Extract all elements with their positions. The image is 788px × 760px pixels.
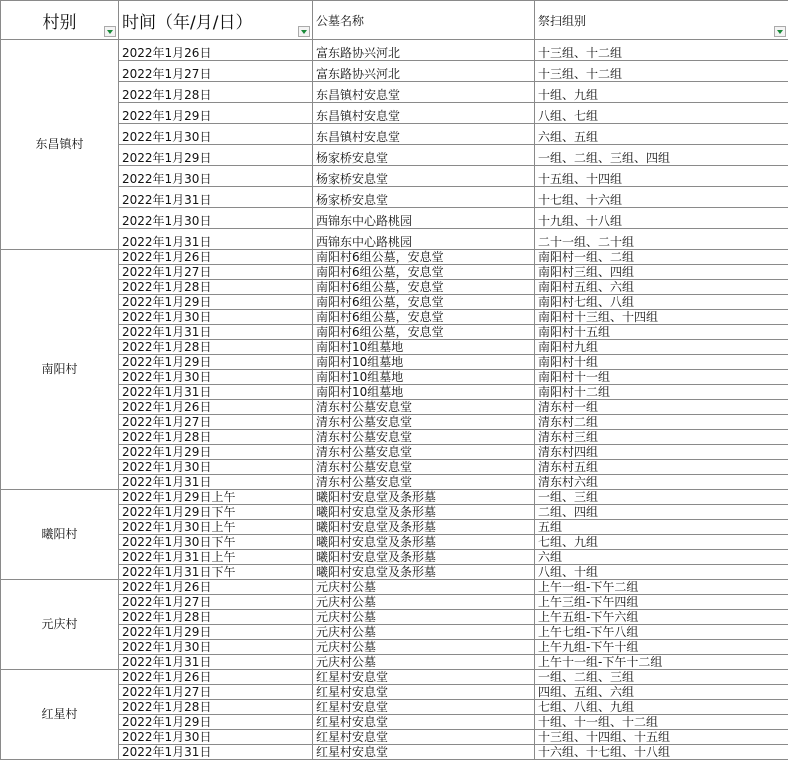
cemetery-cell[interactable]: 曦阳村安息堂及条形墓 xyxy=(313,520,535,535)
date-cell[interactable]: 2022年1月31日 xyxy=(119,325,313,340)
cemetery-cell[interactable]: 杨家桥安息堂 xyxy=(313,187,535,208)
table-body xyxy=(1,40,788,760)
cemetery-cell[interactable]: 元庆村公墓 xyxy=(313,625,535,640)
group-cell[interactable]: 十九组、十八组 xyxy=(535,208,788,229)
date-cell[interactable]: 2022年1月26日 xyxy=(119,40,313,61)
table-row xyxy=(1,145,788,166)
table-row xyxy=(1,400,788,415)
table-row xyxy=(1,625,788,640)
table-row xyxy=(1,355,788,370)
cemetery-cell[interactable]: 西锦东中心路桃园 xyxy=(313,208,535,229)
group-cell[interactable]: 上午九组-下午十组 xyxy=(535,640,788,655)
cemetery-cell[interactable]: 南阳村10组墓地 xyxy=(313,355,535,370)
table-row xyxy=(1,295,788,310)
group-cell[interactable]: 南阳村十二组 xyxy=(535,385,788,400)
cemetery-cell[interactable]: 南阳村6组公墓，安息堂 xyxy=(313,280,535,295)
table-row xyxy=(1,445,788,460)
cemetery-cell[interactable]: 南阳村6组公墓，安息堂 xyxy=(313,265,535,280)
group-cell[interactable]: 八组、七组 xyxy=(535,103,788,124)
date-cell[interactable]: 2022年1月30日下午 xyxy=(119,535,313,550)
header-village-label: 村别 xyxy=(42,12,77,33)
header-row xyxy=(1,1,788,40)
date-cell[interactable]: 2022年1月31日下午 xyxy=(119,565,313,580)
group-cell[interactable]: 七组、八组、九组 xyxy=(535,700,788,715)
cemetery-cell[interactable]: 南阳村10组墓地 xyxy=(313,385,535,400)
date-cell[interactable]: 2022年1月29日 xyxy=(119,715,313,730)
cemetery-cell[interactable]: 红星村安息堂 xyxy=(313,715,535,730)
table-row xyxy=(1,61,788,82)
header-cemetery-label: 公墓名称 xyxy=(316,13,365,28)
table-row xyxy=(1,730,788,745)
table-row xyxy=(1,670,788,685)
cemetery-cell[interactable]: 东昌镇村安息堂 xyxy=(313,124,535,145)
table-row xyxy=(1,475,788,490)
group-cell[interactable]: 清东村五组 xyxy=(535,460,788,475)
date-cell[interactable]: 2022年1月30日 xyxy=(119,124,313,145)
table-row xyxy=(1,265,788,280)
date-cell[interactable]: 2022年1月28日 xyxy=(119,430,313,445)
group-cell[interactable]: 四组、五组、六组 xyxy=(535,685,788,700)
cemetery-cell[interactable]: 富东路协兴河北 xyxy=(313,40,535,61)
cemetery-cell[interactable]: 元庆村公墓 xyxy=(313,640,535,655)
group-cell[interactable]: 七组、九组 xyxy=(535,535,788,550)
date-cell[interactable]: 2022年1月30日 xyxy=(119,310,313,325)
cemetery-cell[interactable]: 西锦东中心路桃园 xyxy=(313,229,535,250)
group-cell[interactable]: 十三组、十二组 xyxy=(535,40,788,61)
group-cell[interactable]: 十组、十一组、十二组 xyxy=(535,715,788,730)
header-group xyxy=(535,1,788,40)
table-row xyxy=(1,415,788,430)
group-cell[interactable]: 五组 xyxy=(535,520,788,535)
village-cell[interactable]: 南阳村 xyxy=(1,250,119,490)
cemetery-cell[interactable]: 南阳村10组墓地 xyxy=(313,340,535,355)
group-cell[interactable]: 八组、十组 xyxy=(535,565,788,580)
date-cell[interactable]: 2022年1月27日 xyxy=(119,415,313,430)
table-row xyxy=(1,580,788,595)
group-cell[interactable]: 十三组、十四组、十五组 xyxy=(535,730,788,745)
header-date-label: 时间（年/月/日） xyxy=(122,12,253,33)
date-cell[interactable]: 2022年1月29日上午 xyxy=(119,490,313,505)
date-cell[interactable]: 2022年1月30日 xyxy=(119,166,313,187)
header-group-label: 祭扫组别 xyxy=(538,13,587,28)
date-cell[interactable]: 2022年1月30日 xyxy=(119,208,313,229)
group-cell[interactable]: 南阳村十五组 xyxy=(535,325,788,340)
table-row xyxy=(1,166,788,187)
date-cell[interactable]: 2022年1月26日 xyxy=(119,670,313,685)
group-cell[interactable]: 上午十一组-下午十二组 xyxy=(535,655,788,670)
header-cemetery xyxy=(313,1,535,40)
group-cell[interactable]: 清东村二组 xyxy=(535,415,788,430)
cemetery-cell[interactable]: 红星村安息堂 xyxy=(313,745,535,760)
group-cell[interactable]: 一组、二组、三组 xyxy=(535,670,788,685)
table-row xyxy=(1,700,788,715)
group-cell[interactable]: 十三组、十二组 xyxy=(535,61,788,82)
cemetery-cell[interactable]: 南阳村6组公墓，安息堂 xyxy=(313,250,535,265)
table-row xyxy=(1,385,788,400)
group-cell[interactable]: 上午三组-下午四组 xyxy=(535,595,788,610)
table-row xyxy=(1,535,788,550)
date-cell[interactable]: 2022年1月29日 xyxy=(119,103,313,124)
table-row xyxy=(1,124,788,145)
group-cell[interactable]: 十六组、十七组、十八组 xyxy=(535,745,788,760)
cemetery-cell[interactable]: 清东村公墓安息堂 xyxy=(313,415,535,430)
table-row xyxy=(1,40,788,61)
table-row xyxy=(1,550,788,565)
group-cell[interactable]: 十组、九组 xyxy=(535,82,788,103)
cemetery-cell[interactable]: 南阳村6组公墓，安息堂 xyxy=(313,325,535,340)
group-cell[interactable]: 南阳村十组 xyxy=(535,355,788,370)
cemetery-cell[interactable]: 清东村公墓安息堂 xyxy=(313,445,535,460)
group-cell[interactable]: 二组、四组 xyxy=(535,505,788,520)
table-row xyxy=(1,310,788,325)
cemetery-cell[interactable]: 清东村公墓安息堂 xyxy=(313,430,535,445)
cemetery-cell[interactable]: 东昌镇村安息堂 xyxy=(313,82,535,103)
date-cell[interactable]: 2022年1月31日上午 xyxy=(119,550,313,565)
date-cell[interactable]: 2022年1月27日 xyxy=(119,265,313,280)
cemetery-cell[interactable]: 杨家桥安息堂 xyxy=(313,145,535,166)
group-cell[interactable]: 清东村三组 xyxy=(535,430,788,445)
cemetery-cell[interactable]: 曦阳村安息堂及条形墓 xyxy=(313,565,535,580)
date-cell[interactable]: 2022年1月30日 xyxy=(119,640,313,655)
group-cell[interactable]: 南阳村十三组、十四组 xyxy=(535,310,788,325)
group-cell[interactable]: 清东村六组 xyxy=(535,475,788,490)
filter-dropdown-icon[interactable] xyxy=(298,26,310,37)
group-cell[interactable]: 六组 xyxy=(535,550,788,565)
table-row xyxy=(1,460,788,475)
date-cell[interactable]: 2022年1月27日 xyxy=(119,685,313,700)
table-row xyxy=(1,250,788,265)
group-cell[interactable]: 南阳村九组 xyxy=(535,340,788,355)
date-cell[interactable]: 2022年1月29日 xyxy=(119,145,313,166)
group-cell[interactable]: 上午一组-下午二组 xyxy=(535,580,788,595)
table-row xyxy=(1,685,788,700)
village-cell[interactable]: 东昌镇村 xyxy=(1,40,119,250)
cemetery-cell[interactable]: 红星村安息堂 xyxy=(313,670,535,685)
cemetery-cell[interactable]: 元庆村公墓 xyxy=(313,610,535,625)
date-cell[interactable]: 2022年1月29日 xyxy=(119,445,313,460)
table-row xyxy=(1,430,788,445)
cemetery-cell[interactable]: 红星村安息堂 xyxy=(313,700,535,715)
table-row xyxy=(1,640,788,655)
table-row xyxy=(1,505,788,520)
cemetery-cell[interactable]: 元庆村公墓 xyxy=(313,580,535,595)
date-cell[interactable]: 2022年1月27日 xyxy=(119,61,313,82)
group-cell[interactable]: 清东村一组 xyxy=(535,400,788,415)
filter-dropdown-icon[interactable] xyxy=(104,26,116,37)
header-village xyxy=(1,1,119,40)
table-row xyxy=(1,655,788,670)
date-cell[interactable]: 2022年1月31日 xyxy=(119,385,313,400)
date-cell[interactable]: 2022年1月29日 xyxy=(119,625,313,640)
cemetery-cell[interactable]: 红星村安息堂 xyxy=(313,685,535,700)
date-cell[interactable]: 2022年1月28日 xyxy=(119,82,313,103)
date-cell[interactable]: 2022年1月28日 xyxy=(119,610,313,625)
table-row xyxy=(1,745,788,760)
cemetery-cell[interactable]: 曦阳村安息堂及条形墓 xyxy=(313,490,535,505)
cemetery-cell[interactable]: 杨家桥安息堂 xyxy=(313,166,535,187)
table-row xyxy=(1,715,788,730)
table-row xyxy=(1,565,788,580)
group-cell[interactable]: 南阳村七组、八组 xyxy=(535,295,788,310)
table-row xyxy=(1,187,788,208)
table-row xyxy=(1,325,788,340)
date-cell[interactable]: 2022年1月26日 xyxy=(119,250,313,265)
cemetery-cell[interactable]: 清东村公墓安息堂 xyxy=(313,400,535,415)
group-cell[interactable]: 十七组、十六组 xyxy=(535,187,788,208)
table-row xyxy=(1,595,788,610)
cemetery-cell[interactable]: 曦阳村安息堂及条形墓 xyxy=(313,535,535,550)
group-cell[interactable]: 上午五组-下午六组 xyxy=(535,610,788,625)
date-cell[interactable]: 2022年1月26日 xyxy=(119,400,313,415)
group-cell[interactable]: 上午七组-下午八组 xyxy=(535,625,788,640)
date-cell[interactable]: 2022年1月30日 xyxy=(119,730,313,745)
table-row xyxy=(1,610,788,625)
cemetery-cell[interactable]: 曦阳村安息堂及条形墓 xyxy=(313,505,535,520)
table-row xyxy=(1,370,788,385)
village-cell[interactable]: 红星村 xyxy=(1,670,119,760)
group-cell[interactable]: 清东村四组 xyxy=(535,445,788,460)
cemetery-cell[interactable]: 清东村公墓安息堂 xyxy=(313,460,535,475)
date-cell[interactable]: 2022年1月26日 xyxy=(119,580,313,595)
date-cell[interactable]: 2022年1月30日上午 xyxy=(119,520,313,535)
table-row xyxy=(1,520,788,535)
date-cell[interactable]: 2022年1月29日 xyxy=(119,295,313,310)
group-cell[interactable]: 南阳村十一组 xyxy=(535,370,788,385)
cemetery-cell[interactable]: 东昌镇村安息堂 xyxy=(313,103,535,124)
cemetery-cell[interactable]: 清东村公墓安息堂 xyxy=(313,475,535,490)
group-cell[interactable]: 南阳村五组、六组 xyxy=(535,280,788,295)
date-cell[interactable]: 2022年1月28日 xyxy=(119,340,313,355)
date-cell[interactable]: 2022年1月28日 xyxy=(119,280,313,295)
table-row xyxy=(1,82,788,103)
group-cell[interactable]: 南阳村一组、二组 xyxy=(535,250,788,265)
filter-dropdown-icon[interactable] xyxy=(774,26,786,37)
village-cell[interactable]: 曦阳村 xyxy=(1,490,119,580)
group-cell[interactable]: 一组、三组 xyxy=(535,490,788,505)
cemetery-cell[interactable]: 元庆村公墓 xyxy=(313,655,535,670)
date-cell[interactable]: 2022年1月29日 xyxy=(119,355,313,370)
date-cell[interactable]: 2022年1月28日 xyxy=(119,700,313,715)
date-cell[interactable]: 2022年1月29日下午 xyxy=(119,505,313,520)
cemetery-cell[interactable]: 元庆村公墓 xyxy=(313,595,535,610)
date-cell[interactable]: 2022年1月27日 xyxy=(119,595,313,610)
table-row xyxy=(1,208,788,229)
cemetery-cell[interactable]: 南阳村6组公墓，安息堂 xyxy=(313,310,535,325)
cemetery-cell[interactable]: 富东路协兴河北 xyxy=(313,61,535,82)
table-row xyxy=(1,229,788,250)
date-cell[interactable]: 2022年1月31日 xyxy=(119,229,313,250)
group-cell[interactable]: 六组、五组 xyxy=(535,124,788,145)
cemetery-cell[interactable]: 南阳村6组公墓，安息堂 xyxy=(313,295,535,310)
group-cell[interactable]: 十五组、十四组 xyxy=(535,166,788,187)
table-row xyxy=(1,280,788,295)
table-row xyxy=(1,340,788,355)
group-cell[interactable]: 南阳村三组、四组 xyxy=(535,265,788,280)
group-cell[interactable]: 二十一组、二十组 xyxy=(535,229,788,250)
date-cell[interactable]: 2022年1月30日 xyxy=(119,370,313,385)
date-cell[interactable]: 2022年1月31日 xyxy=(119,655,313,670)
village-cell[interactable]: 元庆村 xyxy=(1,580,119,670)
header-date xyxy=(119,1,313,40)
cemetery-cell[interactable]: 南阳村10组墓地 xyxy=(313,370,535,385)
table-row xyxy=(1,103,788,124)
date-cell[interactable]: 2022年1月30日 xyxy=(119,460,313,475)
group-cell[interactable]: 一组、二组、三组、四组 xyxy=(535,145,788,166)
cemetery-cell[interactable]: 红星村安息堂 xyxy=(313,730,535,745)
date-cell[interactable]: 2022年1月31日 xyxy=(119,745,313,760)
date-cell[interactable]: 2022年1月31日 xyxy=(119,187,313,208)
table-row xyxy=(1,490,788,505)
cemetery-cell[interactable]: 曦阳村安息堂及条形墓 xyxy=(313,550,535,565)
date-cell[interactable]: 2022年1月31日 xyxy=(119,475,313,490)
